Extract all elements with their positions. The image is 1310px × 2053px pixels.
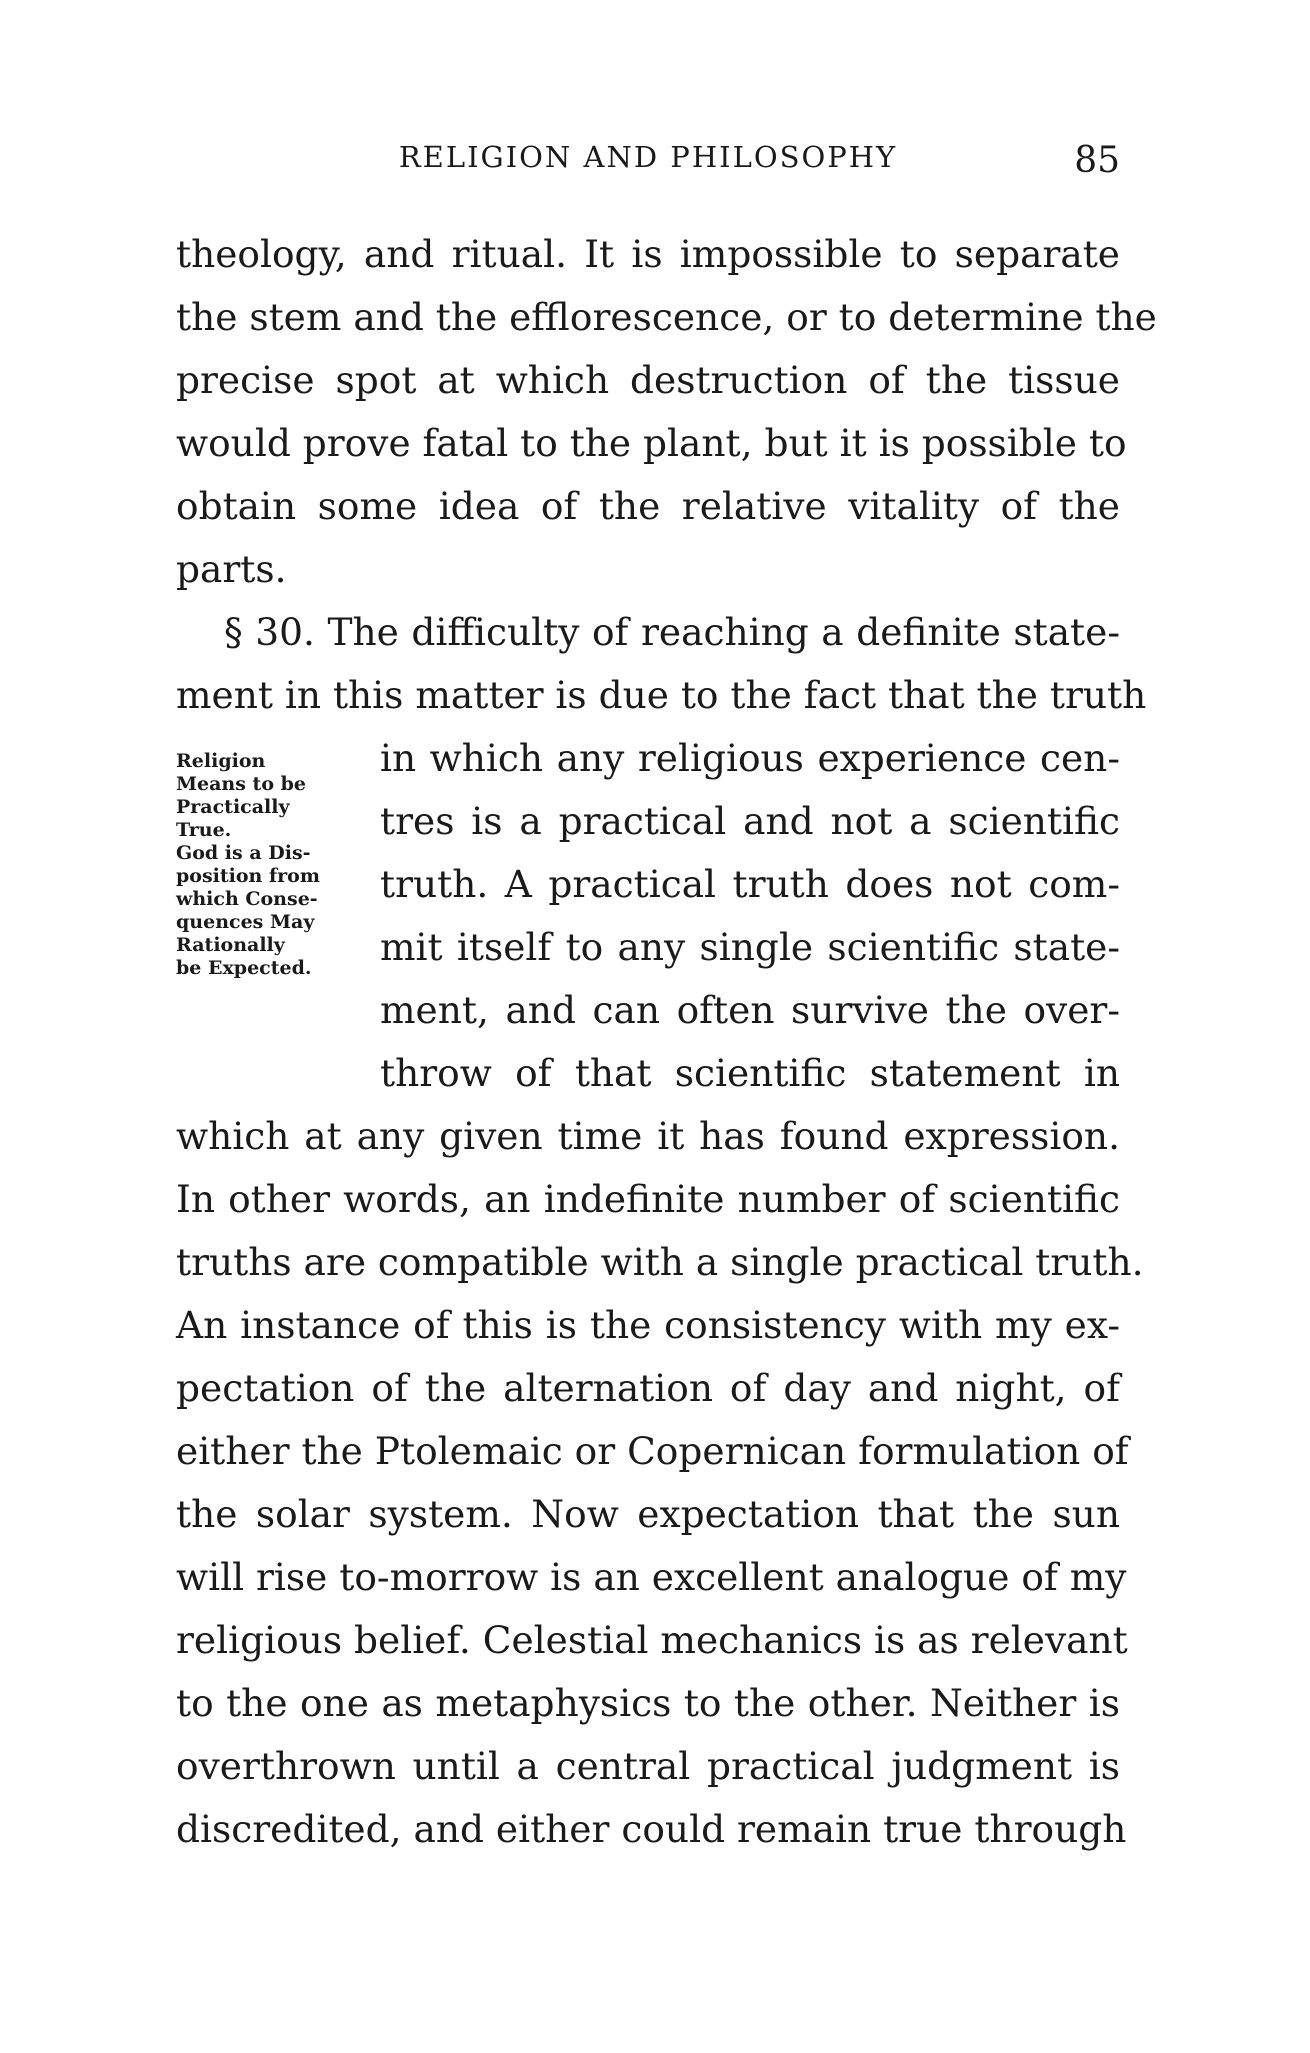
text-line: obtain some idea of the relative vitality of the	[176, 484, 1120, 528]
text-line: throw of that scientific statement in	[380, 1051, 1120, 1095]
text-line: parts.	[176, 547, 287, 591]
margin-note	[176, 750, 351, 980]
text-line: the stem and the efflorescence, or to determine the	[176, 295, 1157, 339]
margin-note-line: be Expected.	[176, 957, 312, 979]
text-line: truth. A practical truth does not com-	[380, 862, 1120, 906]
page-header	[176, 140, 1120, 190]
text-line: overthrown until a central practical judgment is	[176, 1744, 1120, 1788]
text-line: would prove fatal to the plant, but it is possible to	[176, 421, 1127, 465]
text-line: tres is a practical and not a scientific	[380, 799, 1120, 843]
text-line: mit itself to any single scientific state-	[380, 925, 1120, 969]
margin-note-line: Rationally	[176, 934, 285, 956]
running-title: RELIGION AND PHILOSOPHY	[398, 140, 898, 174]
text-line: ment, and can often survive the over-	[380, 988, 1120, 1032]
margin-note-line: which Conse-	[176, 888, 318, 910]
text-line: ment in this matter is due to the fact that the truth	[176, 673, 1147, 717]
margin-note-line: True.	[176, 819, 232, 841]
margin-note-line: position from	[176, 865, 320, 887]
text-line: which at any given time it has found expression.	[176, 1114, 1120, 1158]
text-line: to the one as metaphysics to the other. Neither is	[176, 1681, 1120, 1725]
text-line: in which any religious experience cen-	[380, 736, 1120, 780]
text-line: the solar system. Now expectation that the sun	[176, 1492, 1120, 1536]
page-number: 85	[1074, 140, 1120, 181]
text-line: In other words, an indefinite number of scientific	[176, 1177, 1120, 1221]
margin-note-line: Practically	[176, 796, 290, 818]
text-line: discredited, and either could remain true through	[176, 1807, 1127, 1851]
text-line: truths are compatible with a single practical truth.	[176, 1240, 1144, 1284]
text-line: precise spot at which destruction of the tissue	[176, 358, 1120, 402]
text-line: theology, and ritual. It is impossible to separate	[176, 232, 1120, 276]
margin-note-line: Means to be	[176, 773, 306, 795]
margin-note-line: quences May	[176, 911, 315, 933]
text-line: will rise to-morrow is an excellent analogue of my	[176, 1555, 1127, 1599]
text-line: An instance of this is the consistency with my ex-	[176, 1303, 1120, 1347]
margin-note-line: God is a Dis-	[176, 842, 311, 864]
margin-note-line: Religion	[176, 750, 266, 772]
section-heading-line: § 30. The difficulty of reaching a definite state-	[224, 610, 1120, 654]
text-line: religious belief. Celestial mechanics is as relevant	[176, 1618, 1128, 1662]
text-line: either the Ptolemaic or Copernican formulation of	[176, 1429, 1129, 1473]
text-line: pectation of the alternation of day and night, of	[176, 1366, 1120, 1410]
